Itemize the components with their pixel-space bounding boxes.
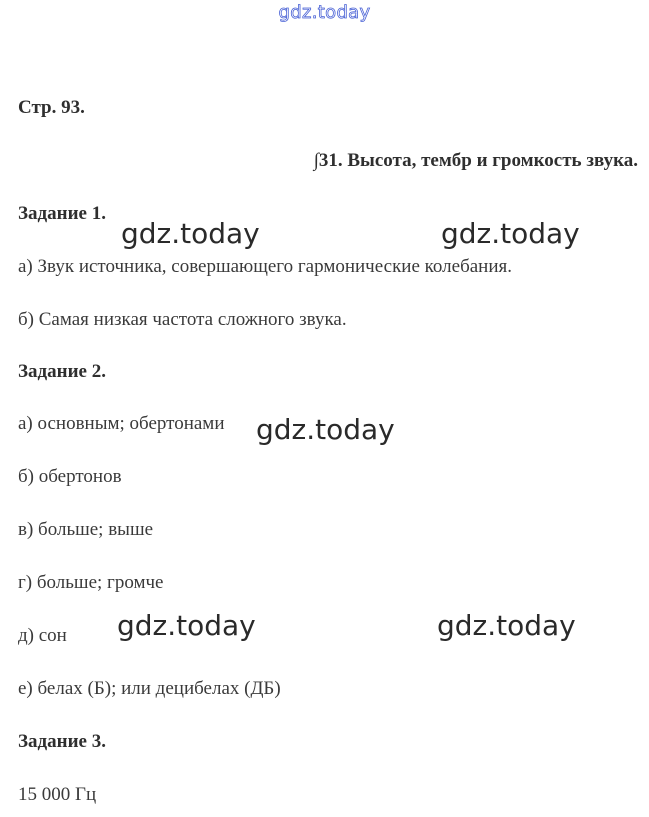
site-logo-text[interactable]: gdz.today [278, 2, 371, 23]
watermark: gdz.today [441, 217, 580, 250]
task-2-answer-c: в) больше; выше [18, 519, 154, 540]
task-2-answer-a: а) основным; обертонами [18, 413, 225, 434]
task-3-title: Задание 3. [18, 731, 106, 752]
task-2-answer-d: г) больше; громче [18, 572, 164, 593]
task-2-answer-b: б) обертонов [18, 466, 122, 487]
page-reference: Стр. 93. [18, 97, 85, 118]
watermark: gdz.today [437, 609, 576, 642]
task-1-title: Задание 1. [18, 203, 106, 224]
site-header-logo[interactable] [0, 0, 649, 22]
task-3-answer: 15 000 Гц [18, 784, 97, 805]
task-2-answer-f: е) белах (Б); или децибелах (ДБ) [18, 678, 281, 699]
task-2-title: Задание 2. [18, 361, 106, 382]
watermark: gdz.today [256, 413, 395, 446]
task-1-answer-b: б) Самая низкая частота сложного звука. [18, 309, 347, 330]
task-1-answer-a: а) Звук источника, совершающего гармонические колебания. [18, 256, 513, 277]
section-title: ∫31. Высота, тембр и громкость звука. [313, 150, 638, 171]
watermark: gdz.today [121, 217, 260, 250]
task-2-answer-e: д) сон [18, 625, 67, 646]
watermark: gdz.today [117, 609, 256, 642]
